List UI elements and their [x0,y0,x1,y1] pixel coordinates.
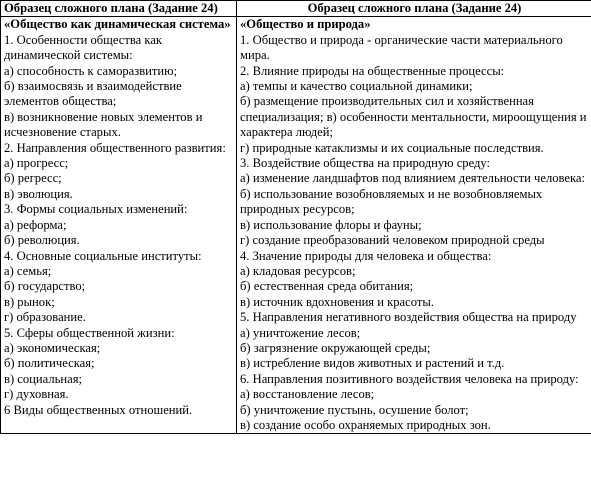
left-plan-line: в) эволюция. [4,186,73,201]
left-plan-line: в) рынок; [4,294,55,309]
right-plan-line: б) размещение производительных сил и хозяйственная специализация; в) особенности ментальности, мироощущения и характера людей; [240,94,587,140]
left-plan-line: в) возникновение новых элементов и исчезновение старых. [4,109,203,140]
left-plan-line: 1. Особенности общества как динамической системы: [4,32,163,63]
left-plan-line: а) способность к саморазвитию; [4,63,178,78]
right-plan-line: 5. Направления негативного воздействия общества на природу [240,310,577,325]
right-plan-line: 2. Влияние природы на общественные процессы: [240,63,505,78]
left-plan-cell [1,17,237,434]
left-plan-line: а) прогресс; [4,156,69,171]
left-plan-line: г) духовная. [4,387,69,402]
right-plan-line: 6. Направления позитивного воздействия человека на природу: [240,371,579,386]
left-plan-line: б) взаимосвязь и взаимодействие элементов общества; [4,79,182,109]
right-plan-line: а) восстановление лесов; [240,387,375,402]
left-plan-line: а) экономическая; [4,340,101,355]
right-plan-line: а) уничтожение лесов; [240,325,361,340]
left-plan-line: г) образование. [4,310,86,325]
right-plan-line: 4. Значение природы для человека и общества: [240,248,492,263]
right-plan-line: а) изменение ландшафтов под влиянием деятельности человека: [240,171,586,186]
right-plan-line: б) естественная среда обитания; [240,279,414,294]
right-plan-line: б) использование возобновляемых и не возобновляемых природных ресурсов; [240,186,543,217]
header-right: Образец сложного плана (Задание 24) [237,1,591,17]
left-plan-line: 2. Направления общественного развития: [4,140,226,155]
right-plan-line: 1. Общество и природа - органические части материального мира. [240,32,563,63]
left-plan-line: 6 Виды общественных отношений. [4,402,193,417]
right-plan-line: г) создание преобразований человеком природной среды [240,233,545,248]
left-plan-line: б) политическая; [4,356,95,371]
left-plan-line: б) государство; [4,279,86,294]
right-plan-line: а) темпы и качество социальной динамики; [240,79,473,94]
table-row [1,17,591,434]
right-plan-line: в) истребление видов животных и растений и т.д. [240,356,505,371]
left-plan-topic: «Общество как динамическая система» [4,17,231,32]
right-plan-line: б) загрязнение окружающей среды; [240,340,431,355]
left-plan-line: б) революция. [4,233,80,248]
left-plan-line: 4. Основные социальные институты: [4,248,202,263]
right-plan-line: в) источник вдохновения и красоты. [240,294,434,309]
right-plan-cell [237,17,591,434]
right-plan-line: б) уничтожение пустынь, осушение болот; [240,402,469,417]
right-plan-line: 3. Воздействие общества на природную среду: [240,156,491,171]
left-plan-line: 5. Сферы общественной жизни: [4,325,175,340]
right-plan-line: а) кладовая ресурсов; [240,263,356,278]
left-plan-line: в) социальная; [4,371,83,386]
left-plan-line: а) семья; [4,263,52,278]
left-plan-line: б) регресс; [4,171,62,186]
right-plan-line: в) использование флоры и фауны; [240,217,422,232]
left-plan-line: а) реформа; [4,217,67,232]
right-plan-line: в) создание особо охраняемых природных зон. [240,417,491,432]
right-plan-topic: «Общество и природа» [240,17,371,32]
right-plan-items [240,33,589,434]
table-header-row [1,1,591,17]
right-plan-line: г) природные катаклизмы и их социальные последствия. [240,140,544,155]
left-plan-line: 3. Формы социальных изменений: [4,202,188,217]
left-plan-items [4,33,234,418]
header-left: Образец сложного плана (Задание 24) [1,1,237,17]
